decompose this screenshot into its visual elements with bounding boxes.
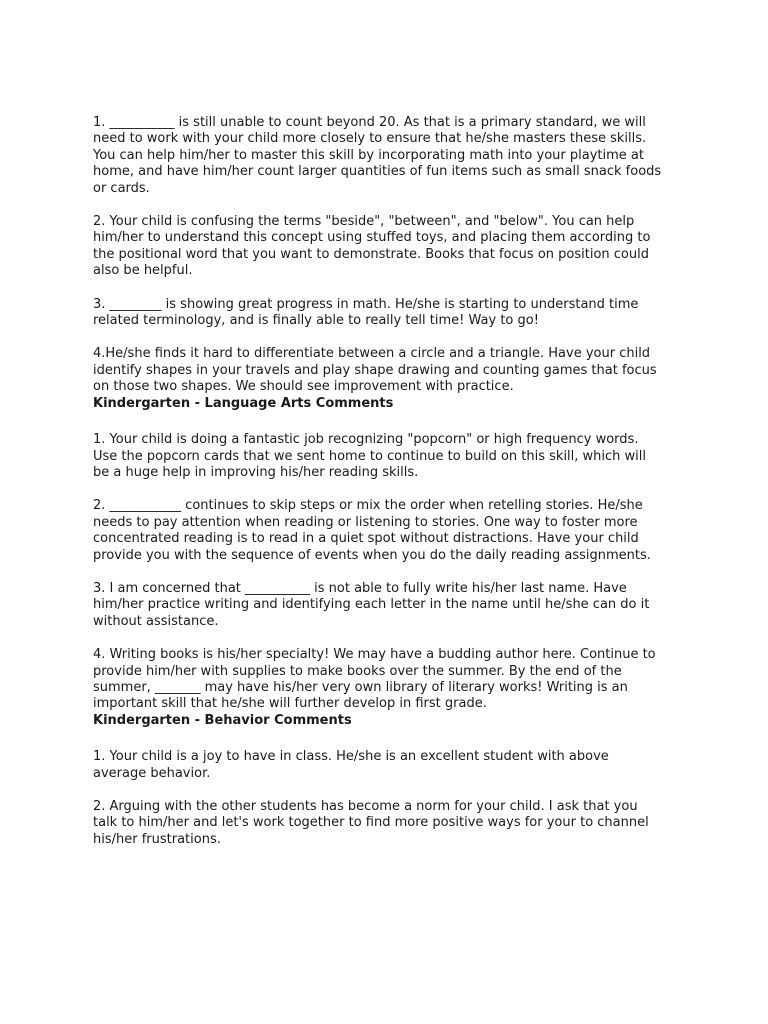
math-comment-4: 4.He/she finds it hard to differentiate between a circle and a triangle. Have your child identify shapes in your travels and play shape drawing and counting games that focus on those two shapes. We should see improvement with practice. (93, 346, 657, 395)
math-comment-2: 2. Your child is confusing the terms "beside", "between", and "below". You can help him/her to understand this concept using stuffed toys, and placing them according to the positional word that you want to demonstrate. Books that focus on position could also be helpful. (93, 214, 651, 279)
language-arts-comment-1: 1. Your child is doing a fantastic job recognizing "popcorn" or high frequency words. Use the popcorn cards that we sent home to continue to build on this skill, which will be a huge help in improving his/her reading skills. (93, 432, 647, 480)
language-arts-comment-2: 2. ___________ continues to skip steps or mix the order when retelling stories. He/she needs to pay attention when reading or listening to stories. One way to foster more concentrated reading is to read in a quiet spot without distractions. Have your child provide you with the sequence of events when you do the daily reading assignments. (93, 498, 651, 563)
document-page (93, 115, 683, 865)
math-comment-1: 1. __________ is still unable to count beyond 20. As that is a primary standard, we will need to work with your child more closely to ensure that he/she masters these skills. You can help him/her to master this skill by incorporating math into your playtime at home, and have him/her count larger quantities of fun items such as small snack foods or cards. (93, 115, 662, 196)
language-arts-heading: Kindergarten - Language Arts Comments (93, 395, 394, 411)
behavior-comment-1: 1. Your child is a joy to have in class. He/she is an excellent student with above average behavior. (93, 749, 609, 781)
language-arts-comment-3: 3. I am concerned that __________ is not able to fully write his/her last name. Have him/her practice writing and identifying each letter in the name until he/she can do it without assistance. (93, 580, 650, 629)
behavior-heading: Kindergarten - Behavior Comments (93, 712, 352, 728)
math-comment-3: 3. ________ is showing great progress in math. He/she is starting to understand time related terminology, and is finally able to really tell time! Way to go! (93, 296, 639, 329)
language-arts-comment-4: 4. Writing books is his/her specialty! We may have a budding author here. Continue to provide him/her with supplies to make books over the summer. By the end of the summer, _______ may have his/her very own library of literary works! Writing is an important skill that he/she will further develop in first grade. (93, 647, 656, 712)
behavior-comment-2: 2. Arguing with the other students has become a norm for your child. I ask that you talk to him/her and let's work together to find more positive ways for your to channel his/her frustrations. (93, 799, 649, 847)
